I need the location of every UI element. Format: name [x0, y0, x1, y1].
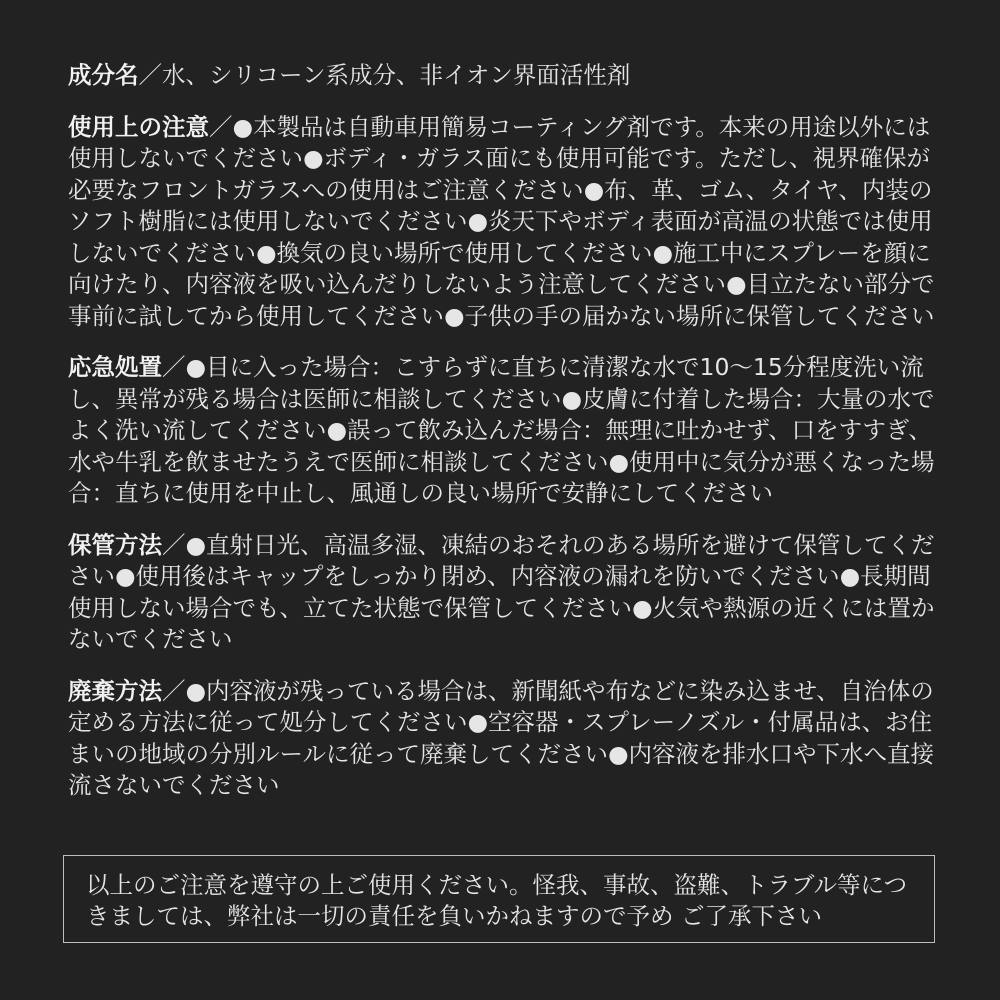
disposal-text: ／●内容液が残っている場合は、新聞紙や布などに染み込ませ、自治体の定める方法に従って処分してください●空容器・スプレーノズル・付属品は、お住まいの地域の分別ルールに従って廃棄してください●内容液を排水口や下水へ直接流さないでください: [68, 676, 935, 799]
ingredients-section: [68, 60, 936, 92]
storage-section: [68, 530, 936, 656]
storage-text: ／●直射日光、高温多湿、凍結のおそれのある場所を避けて保管してください●使用後はキャップをしっかり閉め、内容液の漏れを防いでください●長期間使用しない場合でも、立てた状態で保管してください●火気や熱源の近くには置かないでください: [68, 530, 935, 653]
usage-cautions-label: 使用上の注意: [68, 112, 209, 141]
disposal-label: 廃棄方法: [68, 676, 162, 705]
disclaimer-box: [63, 855, 935, 943]
usage-cautions-text: ／●本製品は自動車用簡易コーティング剤です。本来の用途以外には使用しないでください●ボディ・ガラス面にも使用可能です。ただし、視界確保が必要なフロントガラスへの使用はご注意ください●布、革、ゴム、タイヤ、内装のソフト樹脂には使用しないでください●炎天下やボディ表面が高温の状態では使用しないでください●換気の良い場所で使用してください●施工中にスプレーを顔に向けたり、内容液を吸い込んだりしないよう注意してください●目立たない部分で事前に試してから使用してください●子供の手の届かない場所に保管してください: [68, 112, 935, 330]
first-aid-text: ／●目に入った場合：こすらずに直ちに清潔な水で10〜15分程度洗い流し、異常が残る場合は医師に相談してください●皮膚に付着した場合：大量の水でよく洗い流してください●誤って飲み込んだ場合：無理に吐かせず、口をすすぎ、水や牛乳を飲ませたうえで医師に相談してください●使用中に気分が悪くなった場合：直ちに使用を中止し、風通しの良い場所で安静にしてください: [68, 353, 935, 507]
ingredients-label: 成分名: [68, 61, 139, 89]
storage-label: 保管方法: [68, 530, 162, 559]
first-aid-section: [68, 352, 936, 510]
first-aid-label: 応急処置: [68, 353, 162, 381]
usage-cautions-section: [68, 112, 936, 333]
ingredients-text: ／水、シリコーン系成分、非イオン界面活性剤: [138, 61, 631, 89]
disclaimer-text: 以上のご注意を遵守の上ご使用ください。怪我、事故、盗難、トラブル等につきましては、弊社は一切の責任を負いかねますので予め ご了承下さい: [86, 871, 908, 930]
product-info-text: [68, 60, 936, 822]
disposal-section: [68, 676, 936, 802]
